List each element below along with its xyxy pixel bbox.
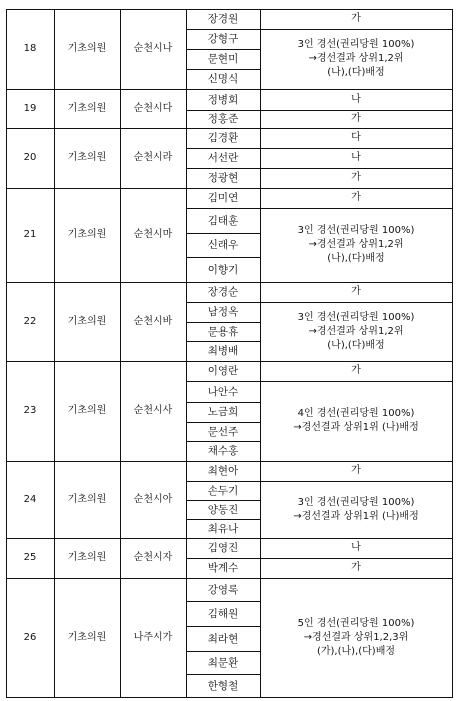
allocation-text: 나 — [351, 93, 361, 105]
row-number: 25 — [23, 552, 37, 563]
council-type: 기초의원 — [67, 405, 107, 416]
column-border — [186, 9, 187, 698]
candidate-name: 나안수 — [207, 385, 239, 398]
column-border — [260, 9, 261, 698]
column-border — [120, 9, 121, 698]
row-number: 26 — [23, 631, 37, 643]
allocation-text: 나 — [351, 542, 361, 553]
allocation-text: 가 — [351, 465, 361, 476]
candidate-name: 최문환 — [207, 656, 239, 669]
candidate-name: 채수홍 — [207, 445, 239, 457]
candidate-name: 김영진 — [207, 542, 239, 554]
column-border — [452, 9, 453, 698]
candidate-name: 최현아 — [207, 465, 239, 477]
allocation-text: 가 — [351, 562, 361, 573]
candidate-name: 서선란 — [207, 152, 239, 164]
candidate-name: 이향기 — [207, 263, 239, 276]
row-number: 18 — [23, 43, 37, 54]
council-type: 기초의원 — [67, 43, 107, 54]
candidate-name: 최라현 — [207, 632, 239, 645]
allocation-text: 4인 경선(권리당원 100%) →경선결과 상위1위 (나)배정 — [293, 408, 419, 433]
candidate-name: 남정옥 — [207, 306, 239, 318]
candidate-name: 정홍준 — [207, 113, 239, 125]
row-number: 19 — [23, 102, 37, 114]
candidate-name: 손두기 — [207, 484, 239, 497]
candidate-name: 문현미 — [207, 53, 239, 65]
candidate-name: 강영록 — [207, 583, 239, 596]
council-type: 기초의원 — [67, 552, 107, 563]
district-name: 순천시사 — [133, 405, 173, 416]
council-type: 기초의원 — [67, 102, 107, 114]
district-name: 순천시다 — [133, 102, 173, 114]
allocation-text: 가 — [351, 286, 361, 297]
candidate-name: 신명식 — [207, 73, 239, 85]
allocation-text: 3인 경선(권리당원 100%) →경선결과 상위1위 (나)배정 — [293, 496, 419, 522]
candidate-name: 김태훈 — [207, 214, 239, 227]
allocation-text: 다 — [351, 132, 361, 143]
allocation-text: 3인 경선(권리당원 100%) →경선결과 상위1,2위 (나),(다)배정 — [297, 39, 415, 78]
candidate-name: 최병배 — [207, 345, 239, 357]
council-type: 기초의원 — [67, 152, 107, 163]
candidate-name: 노금희 — [207, 406, 239, 418]
row-number: 23 — [23, 405, 37, 416]
row-number: 22 — [23, 315, 37, 327]
candidate-name: 김경환 — [207, 132, 239, 144]
candidate-name: 문용휴 — [207, 325, 239, 338]
allocation-text: 가 — [351, 192, 361, 203]
candidate-name: 장경순 — [207, 286, 239, 298]
candidate-name: 문선주 — [207, 425, 239, 438]
row-number: 20 — [23, 152, 37, 163]
allocation-text: 나 — [351, 152, 361, 163]
candidate-name: 이영란 — [207, 365, 239, 377]
allocation-text: 가 — [351, 365, 361, 376]
candidate-name: 최유나 — [207, 522, 239, 535]
column-border — [6, 9, 7, 698]
district-name: 순천시나 — [133, 43, 173, 54]
column-border — [54, 9, 55, 698]
allocation-text: 3인 경선(권리당원 100%) →경선결과 상위1,2위 (나),(다)배정 — [297, 225, 415, 264]
allocation-text: 가 — [351, 113, 361, 124]
district-name: 나주시가 — [133, 631, 173, 643]
candidate-name: 한형철 — [207, 679, 239, 692]
candidate-name: 신래우 — [207, 239, 239, 251]
allocation-text: 3인 경선(권리당원 100%) →경선결과 상위1,2위 (나),(다)배정 — [297, 311, 415, 351]
district-name: 순천시마 — [133, 229, 173, 240]
candidate-name: 박계수 — [207, 562, 239, 574]
council-type: 기초의원 — [67, 229, 107, 240]
row-number: 24 — [23, 493, 37, 505]
district-name: 순천시자 — [133, 552, 173, 563]
table-bottom-border — [6, 697, 452, 698]
candidate-name: 김해원 — [207, 607, 239, 620]
allocation-text: 5인 경선(권리당원 100%) →경선결과 상위1,2,3위 (가),(나),(다)배정 — [297, 617, 415, 657]
candidate-name: 정병회 — [207, 93, 239, 106]
candidate-name: 양동진 — [207, 503, 239, 516]
district-name: 순천시라 — [133, 152, 173, 163]
row-number: 21 — [23, 229, 37, 240]
candidate-name: 김미연 — [207, 192, 239, 204]
candidate-name: 정광현 — [207, 172, 239, 184]
council-type: 기초의원 — [67, 493, 107, 505]
district-name: 순천시바 — [133, 315, 173, 327]
allocation-text: 가 — [351, 13, 361, 24]
council-type: 기초의원 — [67, 631, 107, 643]
council-type: 기초의원 — [67, 315, 107, 327]
district-name: 순천시아 — [133, 493, 173, 505]
candidate-name: 강형구 — [207, 33, 239, 45]
allocation-text: 가 — [351, 172, 361, 183]
candidate-name: 장경원 — [207, 13, 239, 25]
